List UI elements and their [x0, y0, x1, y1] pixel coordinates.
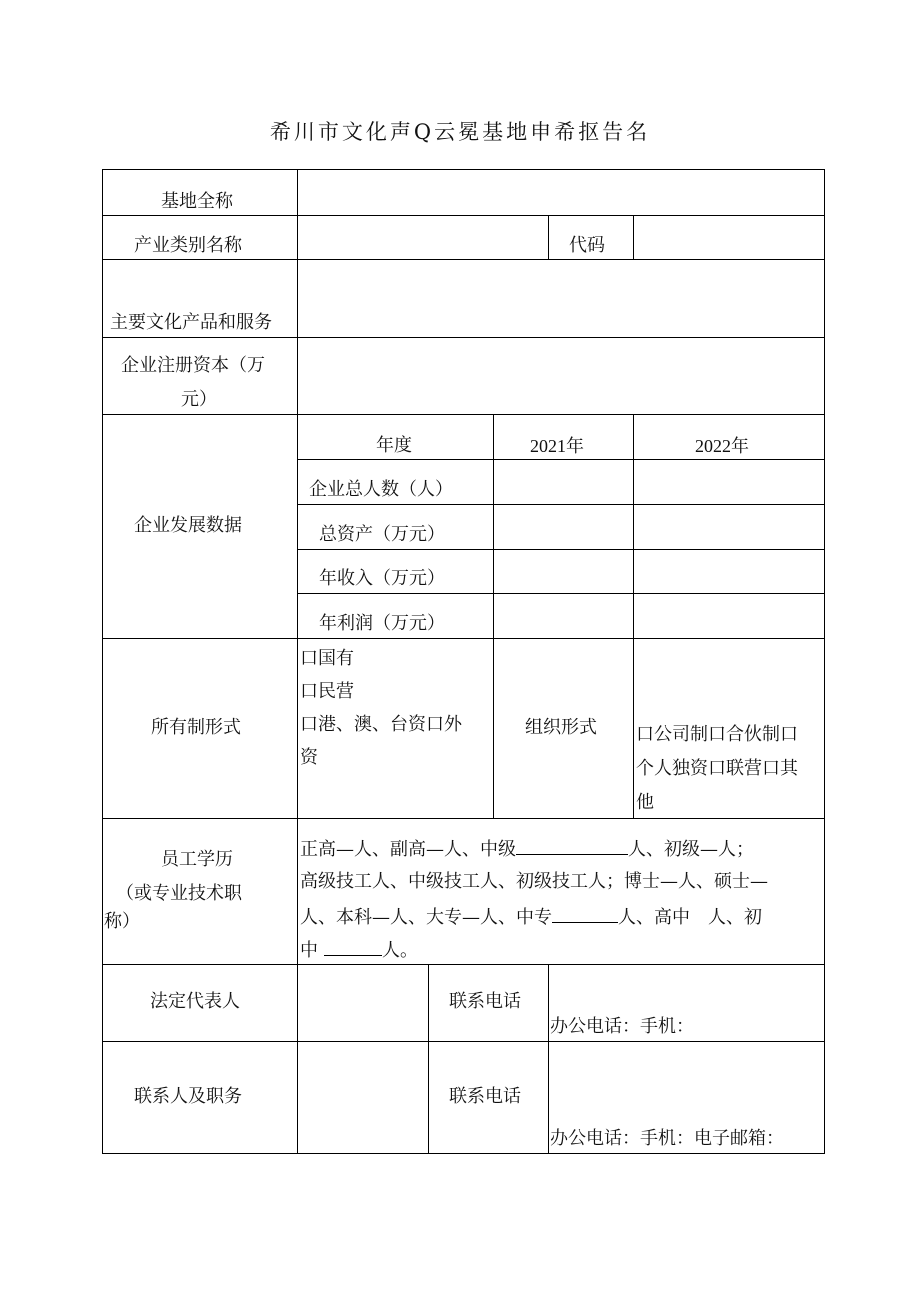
dev-cell-2022-assets[interactable]: [634, 505, 824, 549]
products-label: 主要文化产品和服务: [110, 312, 272, 333]
staff-text: 人、高中 人、初: [618, 907, 762, 928]
dev-row-label: 总资产（万元）: [319, 524, 445, 545]
year-2021-header: 2021年: [530, 436, 584, 456]
staff-text: 人、本科—人、大专—人、中专: [300, 907, 552, 928]
contact-field[interactable]: [298, 1042, 428, 1153]
legal-rep-label: 法定代表人: [150, 991, 240, 1012]
staff-text: 人、初级—人；: [628, 839, 754, 860]
capital-label-line2: 元）: [181, 389, 217, 410]
legal-rep-field[interactable]: [298, 965, 428, 1041]
dev-cell-2022-revenue[interactable]: [634, 550, 824, 593]
capital-label-line1: 企业注册资本（万: [121, 355, 265, 376]
capital-field[interactable]: [298, 338, 824, 414]
technical-school-blank[interactable]: [552, 900, 618, 923]
dev-cell-2022-profit[interactable]: [634, 594, 824, 638]
dev-row-label: 年利润（万元）: [319, 613, 445, 634]
staff-text: 人。: [382, 940, 418, 961]
ownership-option-wrap: 资: [300, 747, 318, 768]
staff-line-3: [300, 900, 762, 934]
ownership-label: 所有制形式: [151, 717, 241, 738]
org-options-line[interactable]: 个人独资口联营口其: [636, 758, 798, 779]
staff-text: 中: [300, 940, 318, 961]
dev-cell-2021-revenue[interactable]: [494, 550, 633, 593]
org-options-line[interactable]: 口公司制口合伙制口: [636, 724, 798, 745]
ownership-option-state[interactable]: 口国有: [300, 648, 354, 669]
dev-cell-2021-profit[interactable]: [494, 594, 633, 638]
junior-high-blank[interactable]: [324, 933, 382, 956]
contact-phone-label: 联系电话: [449, 1086, 521, 1107]
contact-phone-value[interactable]: 办公电话：手机：电子邮箱：: [550, 1128, 784, 1149]
code-label: 代码: [569, 235, 605, 256]
staff-label-line3: 称）: [104, 911, 140, 932]
year-header: 年度: [376, 435, 412, 456]
dev-row-label: 年收入（万元）: [319, 568, 445, 589]
form-title: 希川市文化声Q云冕基地申希抠告名: [269, 120, 651, 144]
code-field[interactable]: [634, 216, 824, 259]
ownership-option-private[interactable]: 口民营: [300, 681, 354, 702]
industry-label: 产业类别名称: [134, 235, 242, 256]
org-form-label: 组织形式: [525, 717, 597, 738]
dev-cell-2022-staff[interactable]: [634, 460, 824, 504]
dev-cell-2021-assets[interactable]: [494, 505, 633, 549]
base-name-label: 基地全称: [161, 191, 233, 212]
ownership-option-hkmt-foreign[interactable]: 口港、澳、台资口外: [300, 714, 462, 735]
staff-label-line2: （或专业技术职: [116, 883, 242, 904]
base-name-field[interactable]: [298, 170, 824, 215]
org-options-line[interactable]: 他: [636, 792, 654, 813]
dev-cell-2021-staff[interactable]: [494, 460, 633, 504]
legal-phone-label: 联系电话: [449, 991, 521, 1012]
contact-label: 联系人及职务: [134, 1086, 242, 1107]
industry-field[interactable]: [298, 216, 548, 259]
staff-line-4: [300, 933, 418, 967]
staff-text: 正高—人、副高—人、中级: [300, 839, 516, 860]
dev-data-label: 企业发展数据: [134, 515, 242, 536]
legal-phone-value[interactable]: 办公电话：手机：: [550, 1016, 694, 1037]
staff-label-line1: 员工学历: [161, 849, 233, 870]
dev-row-label: 企业总人数（人）: [309, 479, 453, 500]
staff-line-2: 高级技工人、中级技工人、初级技工人；博士—人、硕士—: [300, 871, 768, 892]
mid-level-blank[interactable]: [516, 832, 628, 855]
products-field[interactable]: [298, 260, 824, 337]
year-2022-header: 2022年: [695, 436, 749, 456]
staff-line-1: [300, 832, 754, 866]
